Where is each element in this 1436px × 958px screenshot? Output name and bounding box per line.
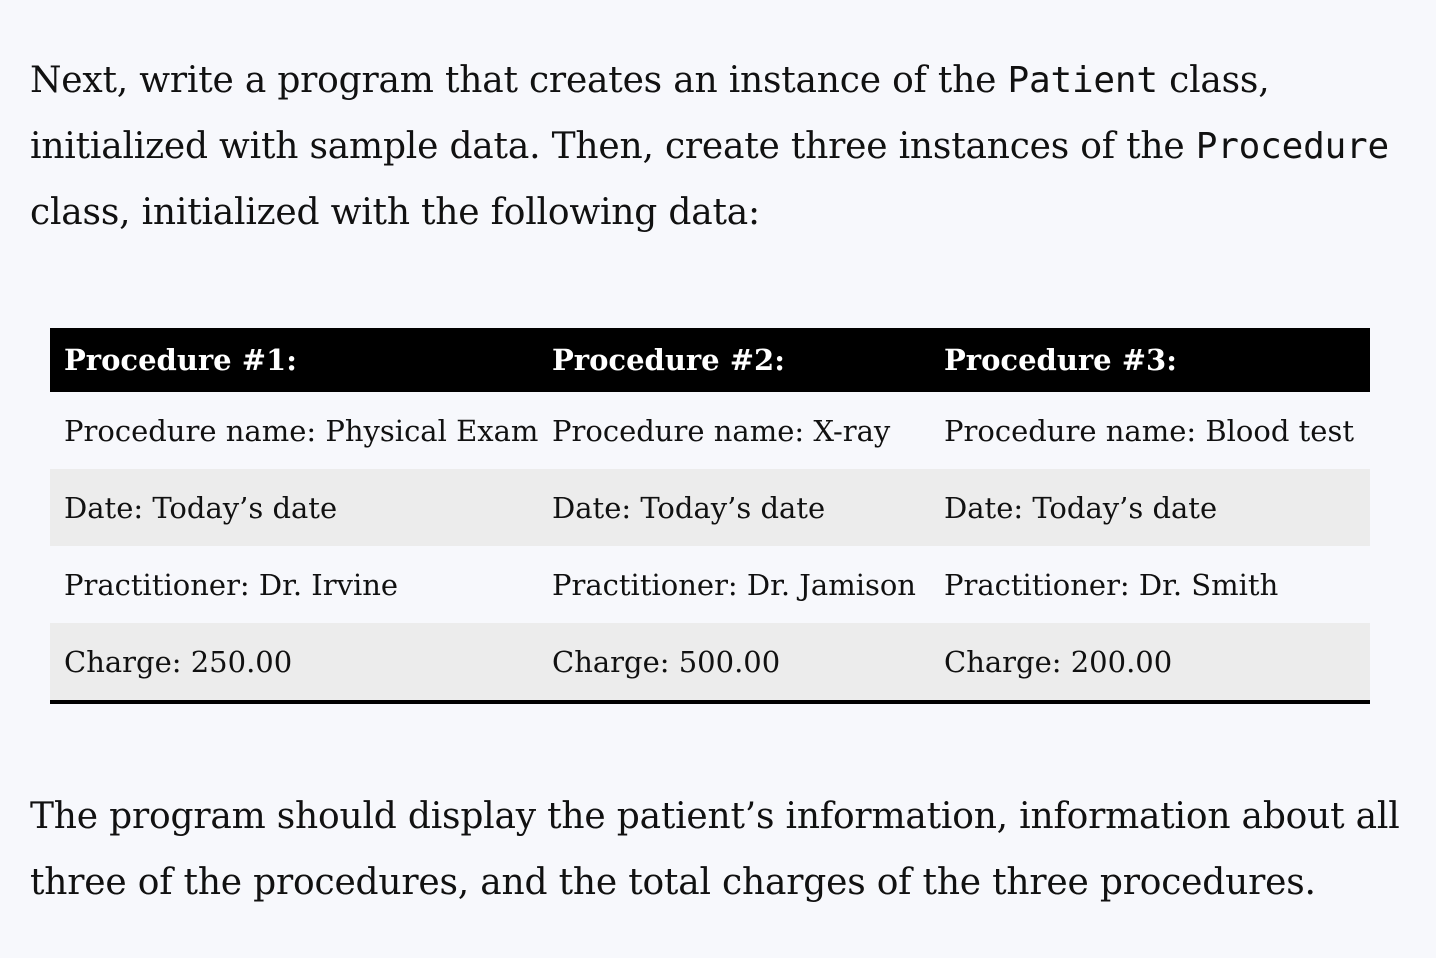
patient-class-code: Patient	[1007, 60, 1158, 101]
table-cell: Date: Today’s date	[538, 469, 930, 546]
table-row	[50, 392, 1370, 469]
table-cell: Procedure name: Physical Exam	[50, 392, 538, 469]
table-row	[50, 546, 1370, 623]
table-header-row	[50, 328, 1370, 392]
table-row	[50, 469, 1370, 546]
header-procedure-2: Procedure #2:	[538, 328, 930, 392]
table-cell: Date: Today’s date	[930, 469, 1370, 546]
table-cell: Charge: 250.00	[50, 623, 538, 700]
procedures-table-container	[50, 328, 1370, 704]
table-row	[50, 623, 1370, 700]
table-cell: Charge: 500.00	[538, 623, 930, 700]
procedure-class-code: Procedure	[1195, 126, 1389, 167]
table-cell: Procedure name: Blood test	[930, 392, 1370, 469]
intro-text-3: class, initialized with the following data:	[30, 192, 760, 233]
intro-text-1: Next, write a program that creates an instance of the	[30, 60, 1008, 101]
intro-paragraph	[30, 48, 1410, 246]
table-cell: Charge: 200.00	[930, 623, 1370, 700]
table-cell: Procedure name: X-ray	[538, 392, 930, 469]
table-cell: Practitioner: Dr. Jamison	[538, 546, 930, 623]
table-cell: Practitioner: Dr. Irvine	[50, 546, 538, 623]
table-cell: Date: Today’s date	[50, 469, 538, 546]
intro-text-2: class, initialized with sample data. Then, create three instances of the	[30, 60, 1270, 167]
header-procedure-1: Procedure #1:	[50, 328, 538, 392]
outro-paragraph: The program should display the patient’s information, information about all three of the procedures, and the total charges of the three procedures.	[30, 796, 1400, 903]
header-procedure-3: Procedure #3:	[930, 328, 1370, 392]
table-cell: Practitioner: Dr. Smith	[930, 546, 1370, 623]
procedures-table	[50, 328, 1370, 700]
